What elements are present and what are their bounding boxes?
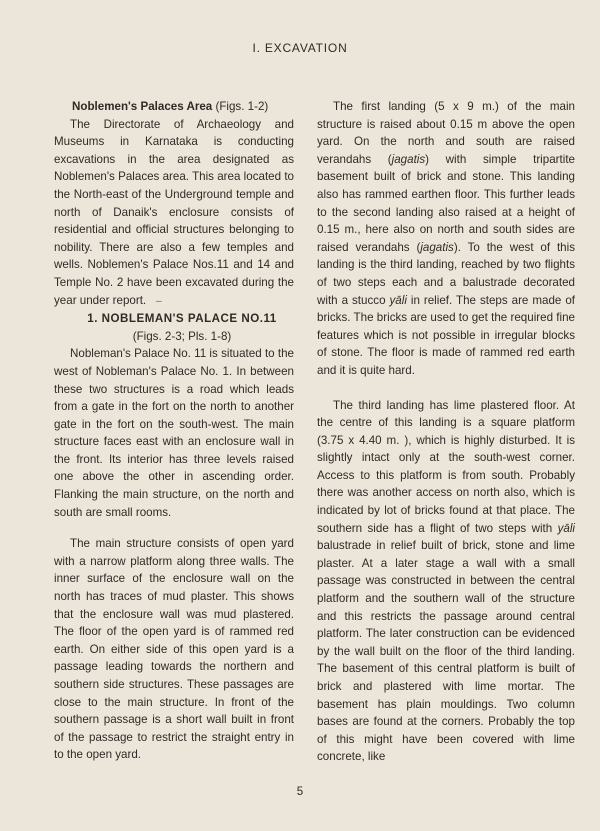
text-run: The first landing (5 x 9 m.) of the main structure is raised about 0.15 m above the open yard. On the north and south are raised verandahs ( xyxy=(317,100,575,166)
section-heading-title: Noblemen's Palaces Area xyxy=(72,100,213,113)
italic-term-yali: yāli xyxy=(557,521,575,535)
subsection-title: 1. NOBLEMAN'S PALACE NO.11 xyxy=(87,312,277,326)
italic-term-yali: yāli xyxy=(389,293,407,307)
page-number: 5 xyxy=(296,786,304,798)
subsection-refs: (Figs. 2-3; Pls. 1-8) xyxy=(132,329,232,343)
paragraph-first-landing xyxy=(317,98,575,380)
intro-paragraph-text: The Directorate of Archaeology and Museums in Karnataka is conducting excavations in the area designated as Noblemen's Palaces area. This area located to the North-east of the Underground temple and north of Danaik's enclosure consists of residential and official structures belonging to nobility. There are also a few temples and wells. Noblemen's Palace Nos.11 and 14 and Temple No. 2 have been excavated during the year under report. xyxy=(54,117,294,307)
text-run: ) with simple tripartite basement built of brick and stone. This landing also has rammed earthen floor. This further leads to the second landing also raised at a height of 0.15 m., here also on north and south sides are raised verandahs ( xyxy=(317,152,575,254)
chapter-title: I. EXCAVATION xyxy=(252,41,348,55)
section-heading xyxy=(54,98,294,116)
section-heading-refs: (Figs. 1-2) xyxy=(212,100,269,113)
right-column xyxy=(317,98,575,766)
intro-paragraph xyxy=(54,116,294,311)
paragraph-palace-location: Nobleman's Palace No. 11 is situated to the west of Nobleman's Palace No. 1. In between these two structures is a road which leads from a gate in the fort on the north to another gate in the fort on the south-west. The main structure faces east with an enclosure wall in the front. Its interior has three levels raised one above the other in ascending order. Flanking the main structure, on the north and south are small rooms. xyxy=(54,347,294,519)
italic-term-jagatis: jagatis xyxy=(420,240,454,254)
left-column xyxy=(54,98,294,764)
text-run: in relief. The steps are made of bricks. The bricks are used to get the required fine features which is not possible in irregular blocks of stone. The floor is made of rammed red earth and it is quite hard. xyxy=(317,293,575,377)
paragraph-main-structure: The main structure consists of open yard with a narrow platform along three walls. The inner surface of the enclosure wall on the north has traces of mud plaster. This shows that the enclosure wall was mud plastered. The floor of the open yard is of rammed red earth. On either side of this open yard is a passage leading towards the northern and southern side structures. These passages are close to the main structure. In front of the southern passage is a short wall built in front of the passage to restrict the straight entry in to the open yard. xyxy=(54,537,294,762)
italic-term-jagatis: jagatis xyxy=(391,152,426,166)
text-run: The third landing has lime plastered floor. At the centre of this landing is a square platform (3.75 x 4.40 m. ), which is highly disturbed. It is slightly intact only at the south-west corner. Access to this platform is from south. Probably there was another access on north also, which is indicated by lot of bricks found at that place. The southern side has a flight of two steps with xyxy=(317,398,575,535)
paragraph-third-landing xyxy=(317,397,575,766)
text-run: balustrade in relief built of brick, stone and lime plaster. At a later stage a wall with a small passage was constructed in between the central platform and the southern wall of the structure and this restricts the passage around central platform. The later construction can be evidenced by the wall built on the floor of the third landing. The basement of this central platform is built of brick and plastered with lime mortar. The basement has plain mouldings. Two column bases are found at the corners. Probably the top of this might have been covered with lime concrete, like xyxy=(317,539,575,764)
red-mark: – xyxy=(156,295,162,307)
text-run: ). To the west of this landing is the third landing, reached by two flights of two steps each and a balustrade decorated with a stucco xyxy=(317,240,575,307)
